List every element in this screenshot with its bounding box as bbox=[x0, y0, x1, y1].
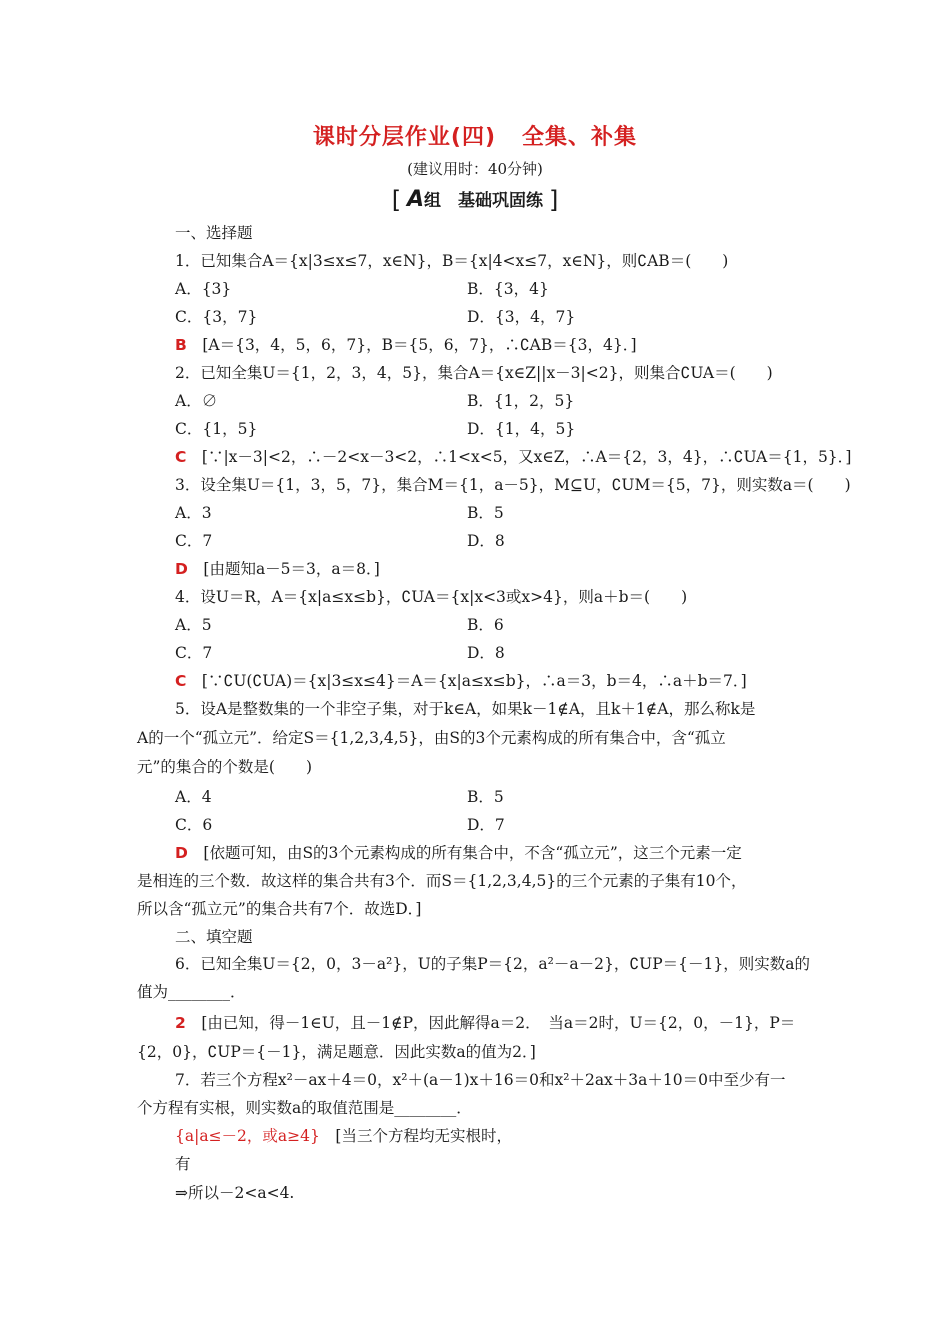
answer-explanation-line-1: [依题可知，由S的3个元素构成的所有集合中，不含“孤立元”，这三个元素一定 bbox=[203, 844, 742, 862]
answer-line bbox=[175, 842, 742, 864]
answer-line bbox=[175, 334, 637, 356]
group-letter: A bbox=[406, 187, 425, 212]
option-b: B．{1，2，5} bbox=[467, 392, 575, 410]
option-c: C．{3，7} bbox=[175, 308, 258, 326]
option-c: C．7 bbox=[175, 532, 213, 550]
answer-explanation-line-1: [由已知，得－1∈U，且－1∉P，因此解得a＝2． 当a＝2时，U＝{2，0，－1}，P＝ bbox=[201, 1014, 796, 1032]
option-c: C．{1，5} bbox=[175, 420, 258, 438]
right-bracket: ] bbox=[548, 186, 559, 214]
answer-letter: D bbox=[175, 560, 188, 578]
answer-explanation-line-2: 有 bbox=[175, 1155, 191, 1173]
answer-explanation: [A＝{3，4，5，6，7}，B＝{5，6，7}，∴∁AB＝{3，4}．] bbox=[202, 336, 637, 354]
time-note: (建议用时：40分钟) bbox=[407, 160, 543, 178]
answer-explanation-line-1: [当三个方程均无实根时， bbox=[335, 1127, 512, 1145]
title-topic: 全集、补集 bbox=[522, 125, 638, 150]
option-b: B．{3，4} bbox=[467, 280, 549, 298]
option-b: B．5 bbox=[467, 504, 504, 522]
title-main: 课时分层作业(四) bbox=[312, 125, 497, 150]
group-label: 组 基础巩固练 bbox=[424, 191, 544, 211]
answer-value: 2 bbox=[175, 1014, 186, 1032]
answer-line bbox=[175, 1012, 795, 1034]
section-heading: 一、选择题 bbox=[175, 224, 253, 242]
answer-explanation: [∵∁U(∁UA)＝{x|3≤x≤4}＝A＝{x|a≤x≤b}，∴a＝3，b＝4，∴a＋b＝7．] bbox=[201, 672, 747, 690]
question-stem: 4．设U＝R，A＝{x|a≤x≤b}，∁UA＝{x|x<3或x>4}，则a＋b＝( ) bbox=[175, 588, 688, 606]
answer-letter: B bbox=[175, 336, 187, 354]
question-stem: 1．已知集合A＝{x|3≤x≤7，x∈N}，B＝{x|4<x≤7，x∈N}，则∁AB＝( ) bbox=[175, 252, 729, 270]
option-a: A．3 bbox=[175, 504, 212, 522]
option-d: D．7 bbox=[467, 816, 505, 834]
option-d: D．8 bbox=[467, 532, 505, 550]
answer-line bbox=[175, 1125, 512, 1147]
answer-letter: C bbox=[175, 448, 187, 466]
left-bracket: [ bbox=[391, 186, 402, 214]
answer-explanation-line-3: ⇒所以－2<a<4. bbox=[175, 1184, 295, 1202]
option-b: B．6 bbox=[467, 616, 504, 634]
page-title bbox=[0, 120, 950, 151]
question-stem: 2．已知全集U＝{1，2，3，4，5}，集合A＝{x∈Z||x－3|<2}，则集合∁UA＝( ) bbox=[175, 364, 773, 382]
question-stem-line-2: 个方程有实根，则实数a的取值范围是________． bbox=[137, 1099, 472, 1117]
answer-explanation-line-2: {2，0}，∁UP＝{－1}，满足题意．因此实数a的值为2．] bbox=[137, 1043, 536, 1061]
answer-value: {a|a≤－2，或a≥4} bbox=[175, 1127, 320, 1145]
option-c: C．7 bbox=[175, 644, 213, 662]
question-stem: 3．设全集U＝{1，3，5，7}，集合M＝{1，a－5}，M⊆U，∁UM＝{5，7}，则实数a＝( ) bbox=[175, 476, 851, 494]
option-a: A．{3} bbox=[175, 280, 232, 298]
answer-line bbox=[175, 670, 747, 692]
option-a: A．4 bbox=[175, 788, 212, 806]
option-b: B．5 bbox=[467, 788, 504, 806]
answer-line bbox=[175, 446, 851, 468]
answer-explanation: [由题知a－5＝3，a＝8．] bbox=[203, 560, 380, 578]
option-d: D．{1，4，5} bbox=[467, 420, 576, 438]
option-c: C．6 bbox=[175, 816, 213, 834]
section-heading: 二、填空题 bbox=[175, 928, 253, 946]
question-stem-line-1: 5．设A是整数集的一个非空子集，对于k∈A，如果k－1∉A，且k＋1∉A，那么称k是 bbox=[175, 700, 756, 718]
answer-explanation: [∵|x－3|<2，∴－2<x－3<2，∴1<x<5，又x∈Z，∴A＝{2，3，4}，∴∁UA＝{1，5}．] bbox=[201, 448, 852, 466]
answer-letter: C bbox=[175, 672, 187, 690]
option-a: A．∅ bbox=[175, 392, 218, 410]
option-a: A．5 bbox=[175, 616, 212, 634]
question-stem-line-1: 7．若三个方程x²－ax＋4＝0，x²＋(a－1)x＋16＝0和x²＋2ax＋3a＋10＝0中至少有一 bbox=[175, 1071, 786, 1089]
question-stem-line-3: 元”的集合的个数是( ) bbox=[137, 758, 313, 776]
answer-letter: D bbox=[175, 844, 188, 862]
question-stem-line-2: A的一个“孤立元”．给定S＝{1,2,3,4,5}，由S的3个元素构成的所有集合中，含“孤立 bbox=[137, 729, 726, 747]
question-stem-line-1: 6．已知全集U＝{2，0，3－a²}，U的子集P＝{2，a²－a－2}，∁UP＝{－1}，则实数a的 bbox=[175, 955, 811, 973]
answer-line bbox=[175, 558, 380, 580]
question-stem-line-2: 值为________． bbox=[137, 983, 246, 1001]
option-d: D．8 bbox=[467, 644, 505, 662]
answer-explanation-line-2: 是相连的三个数．故这样的集合共有3个．而S＝{1,2,3,4,5}的三个元素的子集有10个， bbox=[137, 872, 747, 890]
option-d: D．{3，4，7} bbox=[467, 308, 576, 326]
answer-explanation-line-3: 所以含“孤立元”的集合共有7个．故选D．] bbox=[137, 900, 422, 918]
group-heading bbox=[0, 186, 950, 214]
